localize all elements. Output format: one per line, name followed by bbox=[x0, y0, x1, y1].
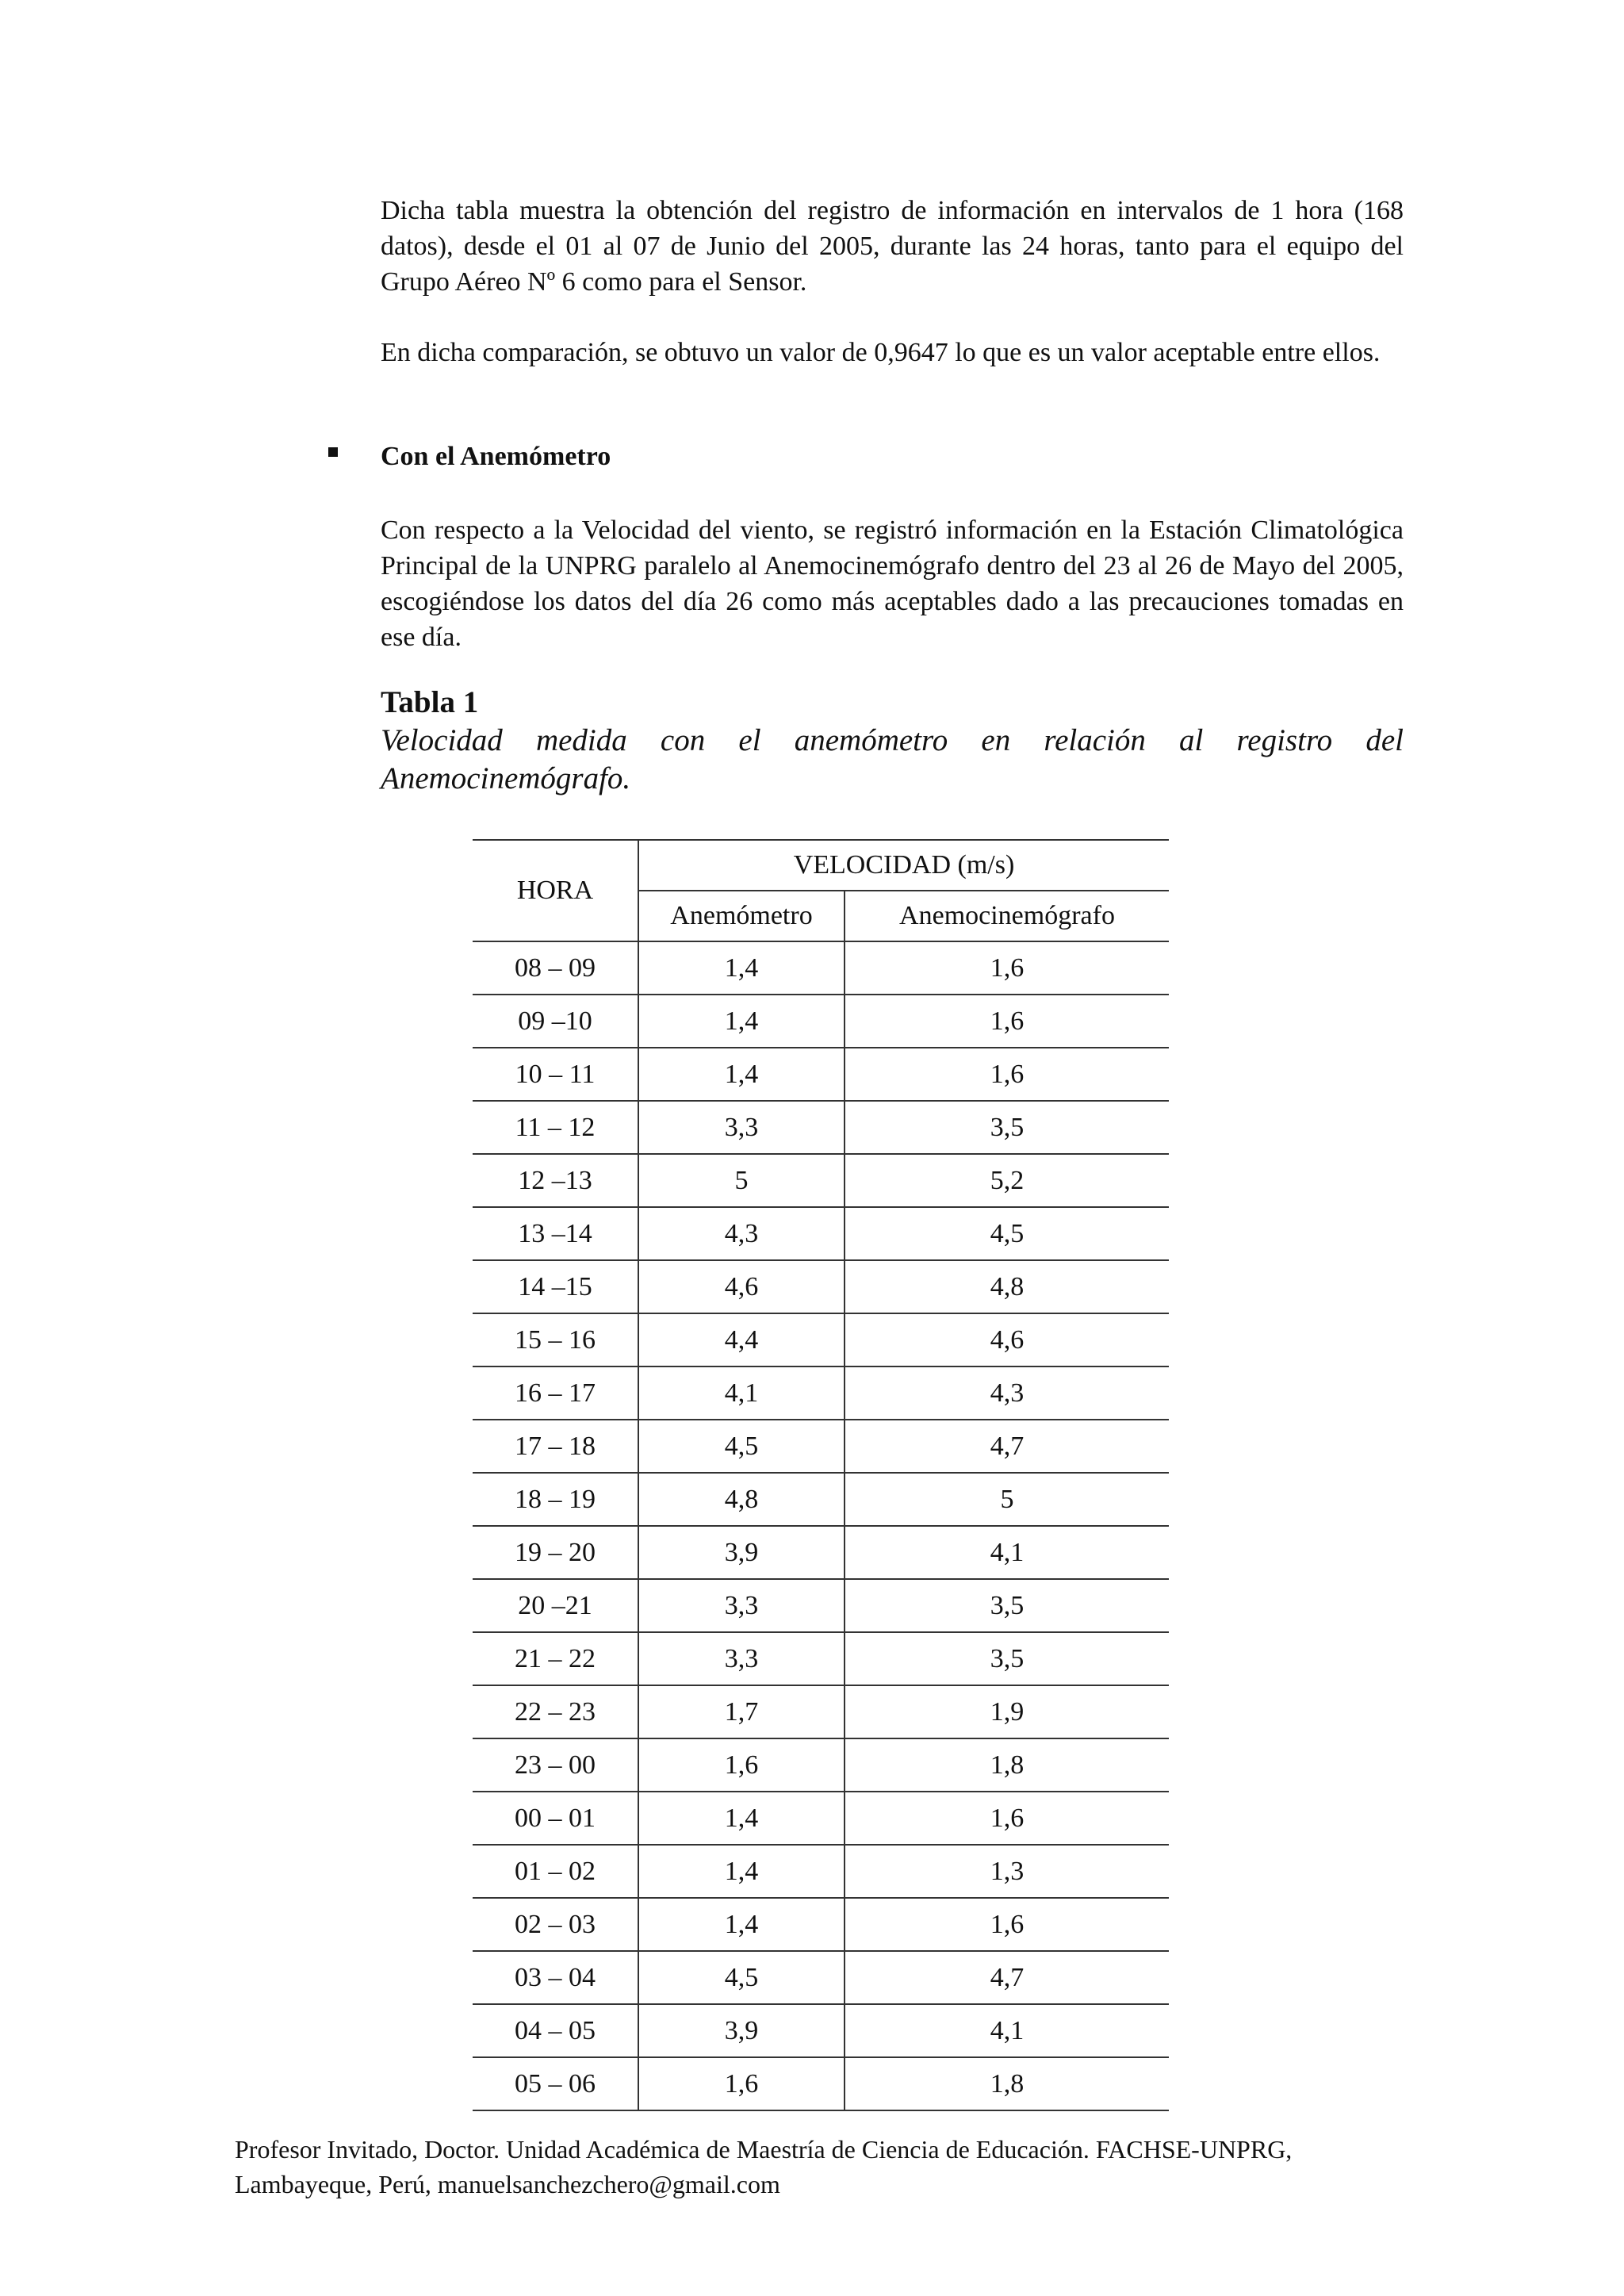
velocity-table bbox=[473, 839, 1169, 2111]
cell-hora: 13 –14 bbox=[473, 1207, 638, 1260]
table-row bbox=[473, 1845, 1169, 1898]
cell-anemometro: 4,5 bbox=[638, 1951, 845, 2004]
table-row bbox=[473, 1473, 1169, 1526]
cell-anemocinemografo: 1,6 bbox=[845, 941, 1169, 995]
cell-anemocinemografo: 1,6 bbox=[845, 995, 1169, 1048]
cell-anemometro: 1,4 bbox=[638, 941, 845, 995]
cell-hora: 21 – 22 bbox=[473, 1632, 638, 1685]
cell-anemometro: 3,3 bbox=[638, 1101, 845, 1154]
cell-hora: 09 –10 bbox=[473, 995, 638, 1048]
cell-hora: 12 –13 bbox=[473, 1154, 638, 1207]
cell-anemometro: 4,8 bbox=[638, 1473, 845, 1526]
cell-anemocinemografo: 1,6 bbox=[845, 1898, 1169, 1951]
cell-anemocinemografo: 1,9 bbox=[845, 1685, 1169, 1738]
table-row bbox=[473, 1738, 1169, 1792]
cell-anemometro: 1,4 bbox=[638, 1898, 845, 1951]
paragraph-intro: Dicha tabla muestra la obtención del registro de información en intervalos de 1 hora (168 datos), desde el 01 al 07 de Junio del 2005, durante las 24 horas, tanto para el equipo del Grupo Aéreo Nº 6 como para el Sensor. bbox=[381, 196, 1404, 297]
cell-hora: 14 –15 bbox=[473, 1260, 638, 1313]
table-caption: Velocidad medida con el anemómetro en relación al registro del Anemocinemógrafo. bbox=[381, 723, 1404, 795]
cell-hora: 03 – 04 bbox=[473, 1951, 638, 2004]
header-hora: HORA bbox=[473, 840, 638, 941]
cell-anemocinemografo: 4,8 bbox=[845, 1260, 1169, 1313]
cell-hora: 11 – 12 bbox=[473, 1101, 638, 1154]
table-row bbox=[473, 1101, 1169, 1154]
cell-anemocinemografo: 1,6 bbox=[845, 1792, 1169, 1845]
cell-anemocinemografo: 1,6 bbox=[845, 1048, 1169, 1101]
table-row bbox=[473, 2004, 1169, 2057]
cell-anemometro: 1,4 bbox=[638, 1792, 845, 1845]
cell-hora: 05 – 06 bbox=[473, 2057, 638, 2110]
cell-anemometro: 3,9 bbox=[638, 1526, 845, 1579]
table-row bbox=[473, 1685, 1169, 1738]
footer-line-2: Lambayeque, Perú, manuelsanchezchero@gmail.com bbox=[235, 2170, 780, 2198]
table-body bbox=[473, 941, 1169, 2110]
cell-anemocinemografo: 4,7 bbox=[845, 1420, 1169, 1473]
table-row bbox=[473, 1632, 1169, 1685]
cell-anemocinemografo: 5 bbox=[845, 1473, 1169, 1526]
table-row bbox=[473, 1154, 1169, 1207]
paragraph-anemometer: Con respecto a la Velocidad del viento, se registró información en la Estación Climatológica Principal de la UNPRG paralelo al Anemocinemógrafo dentro del 23 al 26 de Mayo del 2005, escogiéndose los datos del día 26 como más aceptables dado a las precauciones tomadas en ese día. bbox=[381, 516, 1404, 652]
cell-anemometro: 1,4 bbox=[638, 1845, 845, 1898]
cell-anemometro: 1,6 bbox=[638, 2057, 845, 2110]
cell-anemometro: 1,4 bbox=[638, 1048, 845, 1101]
cell-hora: 18 – 19 bbox=[473, 1473, 638, 1526]
cell-anemocinemografo: 4,1 bbox=[845, 1526, 1169, 1579]
cell-hora: 08 – 09 bbox=[473, 941, 638, 995]
cell-hora: 00 – 01 bbox=[473, 1792, 638, 1845]
cell-anemocinemografo: 3,5 bbox=[845, 1579, 1169, 1632]
cell-anemometro: 3,3 bbox=[638, 1579, 845, 1632]
cell-anemocinemografo: 4,6 bbox=[845, 1313, 1169, 1366]
header-anemocinemografo: Anemocinemógrafo bbox=[845, 891, 1169, 941]
table-row bbox=[473, 1898, 1169, 1951]
table-row bbox=[473, 995, 1169, 1048]
cell-hora: 02 – 03 bbox=[473, 1898, 638, 1951]
cell-anemometro: 4,1 bbox=[638, 1366, 845, 1420]
table-row bbox=[473, 1951, 1169, 2004]
table-row bbox=[473, 1526, 1169, 1579]
page-footer bbox=[235, 2132, 1408, 2202]
cell-hora: 10 – 11 bbox=[473, 1048, 638, 1101]
cell-anemometro: 4,5 bbox=[638, 1420, 845, 1473]
table-row bbox=[473, 1579, 1169, 1632]
header-anemometro: Anemómetro bbox=[638, 891, 845, 941]
cell-hora: 20 –21 bbox=[473, 1579, 638, 1632]
cell-anemocinemografo: 4,3 bbox=[845, 1366, 1169, 1420]
table-row bbox=[473, 1366, 1169, 1420]
cell-anemometro: 1,7 bbox=[638, 1685, 845, 1738]
table-row bbox=[473, 1048, 1169, 1101]
table-row bbox=[473, 1792, 1169, 1845]
table-row bbox=[473, 1260, 1169, 1313]
cell-hora: 16 – 17 bbox=[473, 1366, 638, 1420]
cell-anemometro: 4,4 bbox=[638, 1313, 845, 1366]
cell-hora: 22 – 23 bbox=[473, 1685, 638, 1738]
footer-line-1: Profesor Invitado, Doctor. Unidad Académica de Maestría de Ciencia de Educación. FACHSE-UNPRG, bbox=[235, 2135, 1293, 2164]
cell-anemometro: 3,3 bbox=[638, 1632, 845, 1685]
paragraph-comparison: En dicha comparación, se obtuvo un valor de 0,9647 lo que es un valor aceptable entre ellos. bbox=[381, 338, 1381, 367]
cell-hora: 15 – 16 bbox=[473, 1313, 638, 1366]
cell-anemometro: 4,3 bbox=[638, 1207, 845, 1260]
table-row bbox=[473, 2057, 1169, 2110]
header-velocidad: VELOCIDAD (m/s) bbox=[638, 840, 1169, 891]
cell-anemometro: 3,9 bbox=[638, 2004, 845, 2057]
cell-anemometro: 5 bbox=[638, 1154, 845, 1207]
cell-anemocinemografo: 3,5 bbox=[845, 1632, 1169, 1685]
cell-hora: 01 – 02 bbox=[473, 1845, 638, 1898]
cell-hora: 04 – 05 bbox=[473, 2004, 638, 2057]
cell-anemocinemografo: 3,5 bbox=[845, 1101, 1169, 1154]
cell-anemometro: 1,6 bbox=[638, 1738, 845, 1792]
cell-anemocinemografo: 1,3 bbox=[845, 1845, 1169, 1898]
cell-anemocinemografo: 4,7 bbox=[845, 1951, 1169, 2004]
cell-anemocinemografo: 5,2 bbox=[845, 1154, 1169, 1207]
table-label: Tabla 1 bbox=[381, 685, 479, 719]
cell-hora: 19 – 20 bbox=[473, 1526, 638, 1579]
table-row bbox=[473, 1313, 1169, 1366]
section-heading: Con el Anemómetro bbox=[381, 442, 611, 471]
cell-anemocinemografo: 1,8 bbox=[845, 2057, 1169, 2110]
cell-anemocinemografo: 1,8 bbox=[845, 1738, 1169, 1792]
cell-anemocinemografo: 4,1 bbox=[845, 2004, 1169, 2057]
cell-anemometro: 4,6 bbox=[638, 1260, 845, 1313]
table-row bbox=[473, 1420, 1169, 1473]
cell-hora: 17 – 18 bbox=[473, 1420, 638, 1473]
cell-anemometro: 1,4 bbox=[638, 995, 845, 1048]
cell-anemocinemografo: 4,5 bbox=[845, 1207, 1169, 1260]
table-row bbox=[473, 1207, 1169, 1260]
cell-hora: 23 – 00 bbox=[473, 1738, 638, 1792]
bullet-square-icon bbox=[328, 447, 338, 457]
table-row bbox=[473, 941, 1169, 995]
